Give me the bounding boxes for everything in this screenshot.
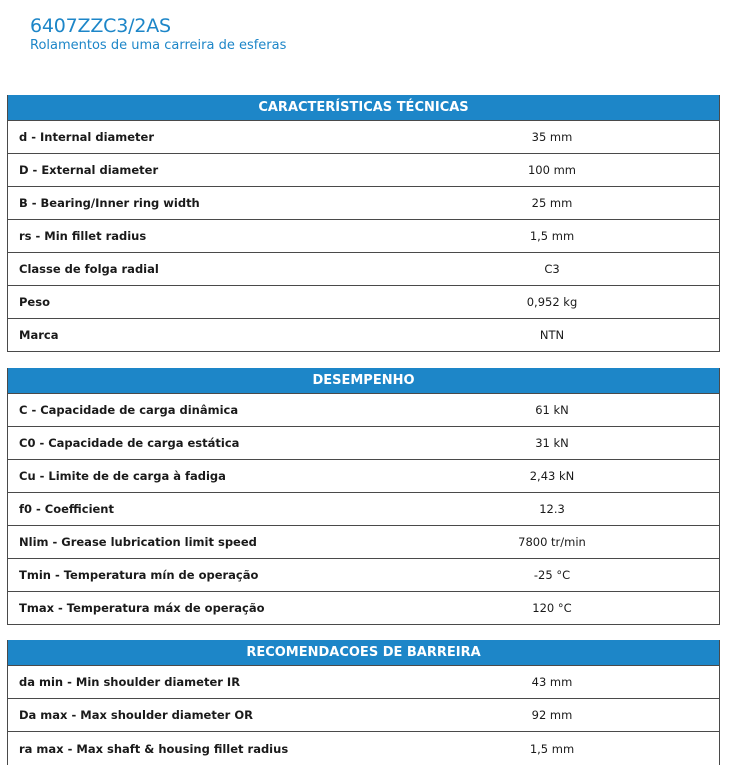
section-barrier-recommendations <box>7 640 720 765</box>
row-value: 61 kN <box>535 403 569 417</box>
row-label: rs - Min fillet radius <box>19 229 147 243</box>
table-row <box>8 525 719 558</box>
row-label: Marca <box>19 328 59 342</box>
row-value: 25 mm <box>531 196 573 210</box>
row-label: Classe de folga radial <box>19 262 159 276</box>
table-row <box>8 665 719 698</box>
row-value: 2,43 kN <box>529 469 575 483</box>
row-value: 1,5 mm <box>529 741 575 756</box>
row-label: D - External diameter <box>19 163 159 177</box>
row-label: da min - Min shoulder diameter IR <box>19 675 241 689</box>
row-value: 0,952 kg <box>526 295 578 309</box>
row-value: C3 <box>544 262 560 276</box>
section-technical-characteristics <box>7 95 720 352</box>
row-label: C - Capacidade de carga dinâmica <box>19 403 239 417</box>
row-value: 100 mm <box>527 163 576 177</box>
row-value: -25 °C <box>533 568 571 582</box>
table-row <box>8 492 719 525</box>
row-label: B - Bearing/Inner ring width <box>19 196 200 210</box>
product-header <box>30 14 286 54</box>
row-value: 7800 tr/min <box>518 535 586 549</box>
product-code: 6407ZZC3/2AS <box>30 15 171 37</box>
row-label: Da max - Max shoulder diameter OR <box>19 708 253 722</box>
row-value: 12.3 <box>539 502 565 516</box>
row-value: 35 mm <box>531 130 573 144</box>
row-value: 43 mm <box>531 675 573 689</box>
product-description: Rolamentos de uma carreira de esferas <box>30 38 287 53</box>
table-row <box>8 318 719 352</box>
table-row <box>8 219 719 252</box>
row-label: d - Internal diameter <box>19 130 155 144</box>
row-value: 1,5 mm <box>529 229 575 243</box>
table-row <box>8 426 719 459</box>
row-label: Peso <box>19 295 50 309</box>
row-label: Tmin - Temperatura mín de operação <box>19 568 259 582</box>
table-row <box>8 698 719 731</box>
table-row <box>8 252 719 285</box>
row-label: Tmax - Temperatura máx de operação <box>19 601 265 615</box>
row-value: 31 kN <box>535 436 569 450</box>
section-title: CARACTERÍSTICAS TÉCNICAS <box>8 95 719 120</box>
table-row <box>8 120 719 153</box>
row-label: ra max - Max shaft & housing fillet radius <box>19 741 289 756</box>
table-row <box>8 591 719 625</box>
row-label: Cu - Limite de de carga à fadiga <box>19 469 226 483</box>
table-row <box>8 393 719 426</box>
section-title: RECOMENDACOES DE BARREIRA <box>8 640 719 665</box>
table-row <box>8 558 719 591</box>
row-label: Nlim - Grease lubrication limit speed <box>19 535 257 549</box>
row-label: f0 - Coefficient <box>19 502 114 516</box>
table-row <box>8 153 719 186</box>
table-row <box>8 731 719 765</box>
table-row <box>8 459 719 492</box>
row-value: 92 mm <box>531 708 573 722</box>
section-title: DESEMPENHO <box>8 368 719 393</box>
table-row <box>8 186 719 219</box>
row-label: C0 - Capacidade de carga estática <box>19 436 240 450</box>
table-row <box>8 285 719 318</box>
section-performance <box>7 368 720 625</box>
row-value: NTN <box>539 328 565 342</box>
row-value: 120 °C <box>532 601 572 615</box>
